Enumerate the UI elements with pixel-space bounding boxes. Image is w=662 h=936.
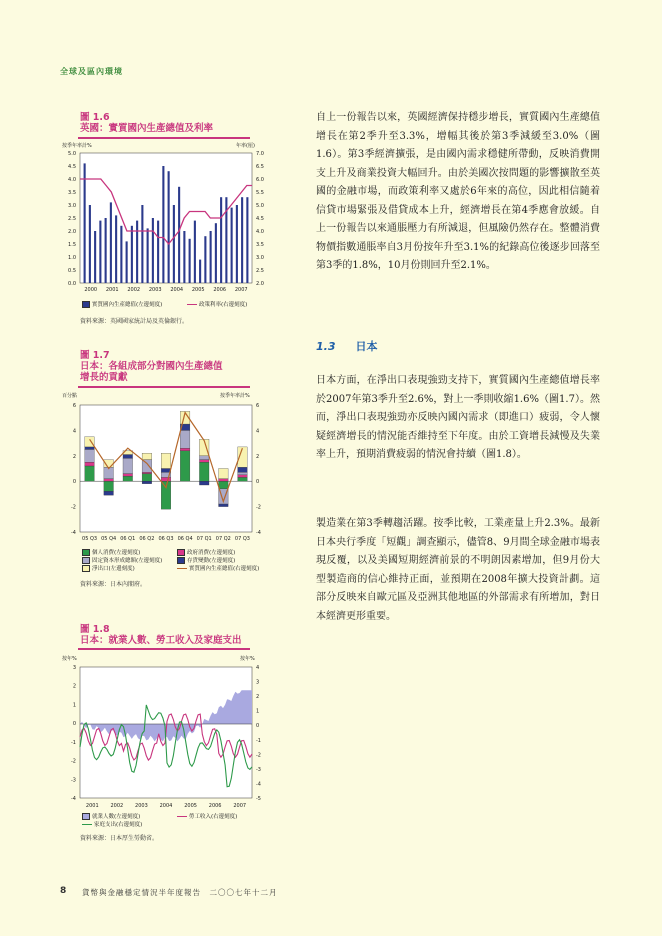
fig16-right-tick-label: 4.0 [256,229,264,235]
fig16-gdp-bar [147,228,149,283]
fig16-left-tick-label: 5.0 [68,151,76,157]
fig18-right-tick-label: -3 [256,766,261,773]
fig16-left-tick-label: 4.0 [68,177,76,183]
fig16-left-tick-label: 3.0 [68,203,76,209]
fig18-right-tick-label: -4 [256,781,261,788]
fig17-chart [58,388,278,548]
fig18-right-tick-label: 3 [256,679,260,686]
fig16-right-tick-label: 5.5 [256,190,264,196]
fig18-right-tick-label: 2 [256,694,260,701]
fig18-left-tick-label: -1 [71,739,76,746]
fig17-x-tick-label: 07 Q2 [215,536,231,542]
fig17-left-ticks [71,403,76,536]
fig17-component-bar [104,481,114,491]
fig18-right-tick-label: -2 [256,752,261,759]
fig16-gdp-bar [99,221,101,283]
fig17-x-tick-label: 06 Q1 [120,536,136,542]
fig17-legend [82,548,282,574]
fig18-x-tick-label: 2004 [159,803,173,809]
fig17-component-bar [142,472,152,473]
legend-line-real-gdp [177,568,187,569]
fig18-left-tick-label: -4 [71,796,76,802]
fig18-right-tick-label: 1 [256,708,260,715]
fig16-right-tick-label: 5.0 [256,203,264,209]
legend-label-employment: 就業人數(左邊刻度) [92,814,141,820]
footer-title: 貨幣與金融穩定情況半年度報告 二〇〇七年十二月 [82,888,278,897]
fig18-left-tick-label: 2 [72,683,76,690]
legend-label-policy-rate: 政策利率(右邊刻度) [199,302,248,308]
fig17-component-bar [219,481,229,489]
section-title: 日本 [355,340,378,353]
fig16-title: 英國：實質國內生產總值及利率 [80,123,214,134]
fig17-component-bar [219,504,229,507]
fig17-right-tick-label: 4 [256,428,260,435]
fig16-gdp-bar [110,202,112,283]
fig16-x-tick-label: 2004 [170,287,184,293]
fig17-component-bar [123,458,133,473]
legend-swatch-consumption [82,549,90,556]
fig17-component-bar [142,453,152,459]
fig16-gdp-bar [204,236,206,283]
fig16-gdp-bar [220,197,222,283]
fig16-gdp-bar [178,187,180,283]
fig16-x-tick-label: 2006 [213,287,227,293]
fig16-gdp-bar [84,163,86,283]
fig18-x-tick-label: 2003 [135,803,148,809]
fig17-component-bar [199,481,209,485]
fig17-component-bar [161,469,171,473]
legend-label-gdp: 實質國內生產總值(左邊刻度) [92,302,163,308]
section-header: 全球及區內環境 [60,67,123,76]
fig16-x-tick-label: 2001 [105,287,119,293]
fig17-component-bar [161,453,171,468]
fig17-x-tick-label: 06 Q2 [139,536,155,542]
fig17-x-tick-label: 06 Q4 [177,536,193,542]
fig16-right-tick-label: 4.5 [256,216,264,222]
fig17-component-bar [238,472,248,475]
paragraph-japan-gdp: 日本方面，在淨出口表現強勁支持下，實質國內生產總值增長率於2007年第3季升至2.6%，對上一季則收縮1.6%（圖1.7）。然而，淨出口表現強勁亦反映內國內需求（即進口）疲弱，令人懷疑經濟增長的情況能否維持至下年度。由於工資增長減慢及失業率上升，預期消費疲弱的情況會持續（圖1.8）。 [316,375,600,460]
fig16-gdp-bar [89,205,91,283]
fig17-component-bar [85,447,95,450]
fig16-left-tick-label: 0.5 [68,268,76,274]
fig16-left-tick-label: 3.5 [68,190,76,196]
fig16-right-tick-label: 3.5 [256,242,264,248]
fig18-label: 圖 1.8 [80,624,110,635]
fig16-gdp-bar [168,171,170,283]
legend-label-real-gdp: 實質國內生產總值(右邊刻度) [189,566,260,572]
fig17-title-line1: 日本：各組成部分對國內生產總值 [80,361,223,372]
fig16-left-ticks [68,151,76,287]
fig16-gdp-bar [136,221,138,283]
fig16-label: 圖 1.6 [80,112,110,123]
fig17-left-tick-label: 0 [72,479,76,486]
fig16-legend [82,300,282,310]
legend-line-spending [82,824,92,825]
fig17-x-tick-label: 07 Q1 [196,536,212,542]
fig17-x-tick-label: 05 Q3 [82,536,98,542]
fig17-left-axis-label: 百分點 [62,393,78,399]
fig17-left-tick-label: 2 [72,453,76,460]
fig16-gdp-bar [105,218,107,283]
legend-label-inventory: 存貨變動(左邊刻度) [187,558,236,564]
fig16-left-tick-label: 4.5 [68,164,76,170]
fig18-x-tick-label: 2005 [184,803,197,809]
fig17-left-tick-label: -4 [71,530,76,536]
fig16-source: 資料來源：英國國家統計局及英倫銀行。 [80,318,189,325]
fig16-gdp-bar [210,231,212,283]
fig16-right-tick-label: 6.5 [256,164,264,170]
fig16-right-tick-label: 2.0 [256,281,264,287]
fig16-left-tick-label: 0.0 [68,281,76,287]
fig16-gdp-bar [189,239,191,283]
fig17-source: 資料來源：日本內閣府。 [80,581,147,588]
section-heading-japan [316,338,378,354]
fig16-right-axis-label: 年率(厘) [236,143,255,149]
legend-swatch-government [177,549,185,556]
fig17-component-bar [142,474,152,482]
fig18-right-axis-label: 按年% [240,656,255,662]
fig16-gdp-bar [173,205,175,283]
fig16-right-tick-label: 7.0 [256,151,264,157]
fig16-gdp-bar [241,197,243,283]
fig16-x-ticks [84,287,247,293]
fig18-left-tick-label: 0 [72,721,76,728]
fig17-right-tick-label: 2 [256,453,260,460]
fig18-left-tick-label: 1 [72,702,76,709]
fig17-component-bar [161,477,171,481]
fig17-component-bar [85,462,95,466]
fig17-right-tick-label: 6 [256,403,260,409]
legend-swatch-gdp [82,301,90,308]
section-number: 1.3 [316,340,336,353]
page-number: 8 [60,886,67,896]
fig18-chart [58,650,278,820]
fig17-component-bar [180,448,190,451]
fig16-gdp-bar [131,226,133,283]
fig16-x-tick-label: 2007 [234,287,248,293]
fig16-gdp-bar [246,197,248,283]
fig17-right-ticks [256,403,261,536]
fig16-rule [78,137,250,139]
fig18-x-tick-label: 2001 [85,803,99,809]
fig16-gdp-bar [183,231,185,283]
fig17-left-tick-label: 4 [72,428,76,435]
fig17-component-bar [85,466,95,481]
fig18-x-tick-label: 2007 [233,803,247,809]
fig16-gdp-bar [215,223,217,283]
fig17-component-bar [199,462,209,481]
fig16-gdp-bar [162,166,164,283]
fig16-gdp-bar [194,221,196,283]
legend-label-fixed-capital: 固定資本形成總額(左邊刻度) [92,558,163,564]
legend-label-net-export: 淨出口(左邊刻度) [92,566,135,572]
fig16-gdp-bar [157,221,159,283]
fig16-left-tick-label: 1.0 [68,255,76,261]
fig17-component-bar [238,477,248,481]
fig17-left-tick-label: 6 [72,403,76,409]
fig17-component-bar [142,460,152,473]
fig18-left-ticks [71,665,76,802]
paragraph-japan-manufacturing: 製造業在第3季轉趨活躍。按季比較，工業產量上升2.3%。最新日本央行季度「短觀」調查顯示，儘管8、9月間全球金融市場表現反覆，以及美國短期經濟前景的不明朗因素增加，但9月份大型製造商的信心維持正面，並預期在2008年擴大投資計劃。這部分反映來自歐元區及亞洲其他地區的外部需求有所增加，對日本經濟更形重要。 [316,518,600,622]
fig16-chart [58,140,278,320]
fig17-component-bar [85,449,95,462]
fig18-x-tick-label: 2006 [208,803,222,809]
legend-label-government: 政府消費(左邊刻度) [187,550,236,556]
fig18-right-tick-label: -5 [256,796,261,802]
fig17-right-axis-label: 按季年率計% [220,393,250,399]
fig17-component-bar [104,479,114,482]
fig16-gdp-bar [231,208,233,283]
fig17-right-tick-label: -2 [256,504,261,511]
fig18-legend [82,812,282,830]
fig17-component-bar [219,479,229,482]
fig17-component-bar [180,430,190,448]
fig17-component-bar [238,467,248,472]
fig17-x-tick-label: 05 Q4 [101,536,117,542]
fig18-left-axis-label: 按年% [62,656,77,662]
fig17-component-bar [238,475,248,478]
fig16-left-tick-label: 1.5 [68,242,76,248]
fig17-x-tick-label: 06 Q3 [158,536,174,542]
fig16-right-tick-label: 3.0 [256,255,264,261]
fig16-gdp-bar [199,260,201,283]
fig18-right-tick-label: -1 [256,737,261,744]
fig16-left-tick-label: 2.0 [68,229,76,235]
fig16-left-axis-label: 按季年率計% [62,143,92,149]
fig17-right-tick-label: -4 [256,530,261,536]
fig16-x-tick-label: 2005 [191,287,205,293]
fig16-x-tick-label: 2000 [84,287,98,293]
legend-swatch-net-export [82,565,90,572]
fig18-right-ticks [256,665,261,802]
fig18-left-tick-label: -2 [71,758,76,765]
fig17-component-bar [123,455,133,459]
legend-swatch-inventory [177,557,185,564]
paragraph-uk: 自上一份報告以來，英國經濟保持穩步增長，實質國內生產總值增長在第2季升至3.3%，增幅其後於第3季減緩至3.0%（圖1.6）。第3季經濟擴張，是由國內需求穩健所帶動，反映消費開支上升及商業投資大幅回升。由於美國次按問題的影響擴散至英國的金融市場，而政策利率又處於6年來的高位，因此相信隨着信貸市場緊張及借貸成本上升，經濟增長在第4季應會放緩。自上一份報告以來通脹壓力有所減退，但風險仍然存在。整體消費物價指數通脹率自3月份按年升至3.1%的紀錄高位後逐步回落至第3季的1.8%，10月份則回升至2.1%。 [316,112,600,271]
fig17-component-bar [199,460,209,463]
fig16-right-tick-label: 6.0 [256,177,264,183]
fig17-x-ticks [82,536,250,542]
legend-swatch-fixed-capital [82,557,90,564]
fig17-component-bar [199,456,209,460]
fig17-component-bar [123,474,133,477]
fig16-gdp-bar [236,205,238,283]
fig16-gdp-bar [120,226,122,283]
fig17-component-bar [219,469,229,479]
fig18-right-tick-label: 4 [256,665,260,671]
fig16-right-ticks [256,151,264,287]
fig16-gdp-bar [152,218,154,283]
legend-line-income [177,816,187,817]
legend-label-consumption: 個人消費(左邊刻度) [92,550,141,556]
fig16-right-tick-label: 2.5 [256,268,264,274]
fig17-component-bar [142,481,152,484]
fig18-left-tick-label: 3 [72,665,76,671]
fig18-title: 日本：就業人數、勞工收入及家庭支出 [80,635,242,646]
fig17-x-tick-label: 07 Q3 [234,536,250,542]
fig18-right-tick-label: 0 [256,723,260,730]
fig17-label: 圖 1.7 [80,350,110,361]
legend-label-income: 勞工收入(右邊刻度) [189,814,238,820]
fig16-x-tick-label: 2002 [127,287,141,293]
legend-swatch-employment [82,813,90,820]
fig18-source: 資料來源：日本厚生勞動省。 [80,835,159,842]
fig17-title-line2: 增長的貢獻 [80,372,128,383]
fig16-left-tick-label: 2.5 [68,216,76,222]
fig18-x-tick-label: 2002 [110,803,124,809]
fig17-component-bar [123,476,133,481]
fig18-left-tick-label: -3 [71,777,76,784]
fig17-right-tick-label: 0 [256,479,260,486]
fig16-gdp-bar [115,215,117,283]
fig18-x-ticks [86,803,246,809]
fig17-left-tick-label: -2 [71,504,76,511]
fig17-component-bar [180,451,190,481]
legend-line-policy-rate [187,304,197,305]
fig16-gdp-bar [126,241,128,283]
fig16-x-tick-label: 2003 [148,287,162,293]
legend-label-spending: 家庭支出(右邊刻度) [94,822,143,828]
fig16-gdp-bar [94,231,96,283]
fig16-gdp-bar [141,205,143,283]
fig17-component-bar [104,491,114,495]
